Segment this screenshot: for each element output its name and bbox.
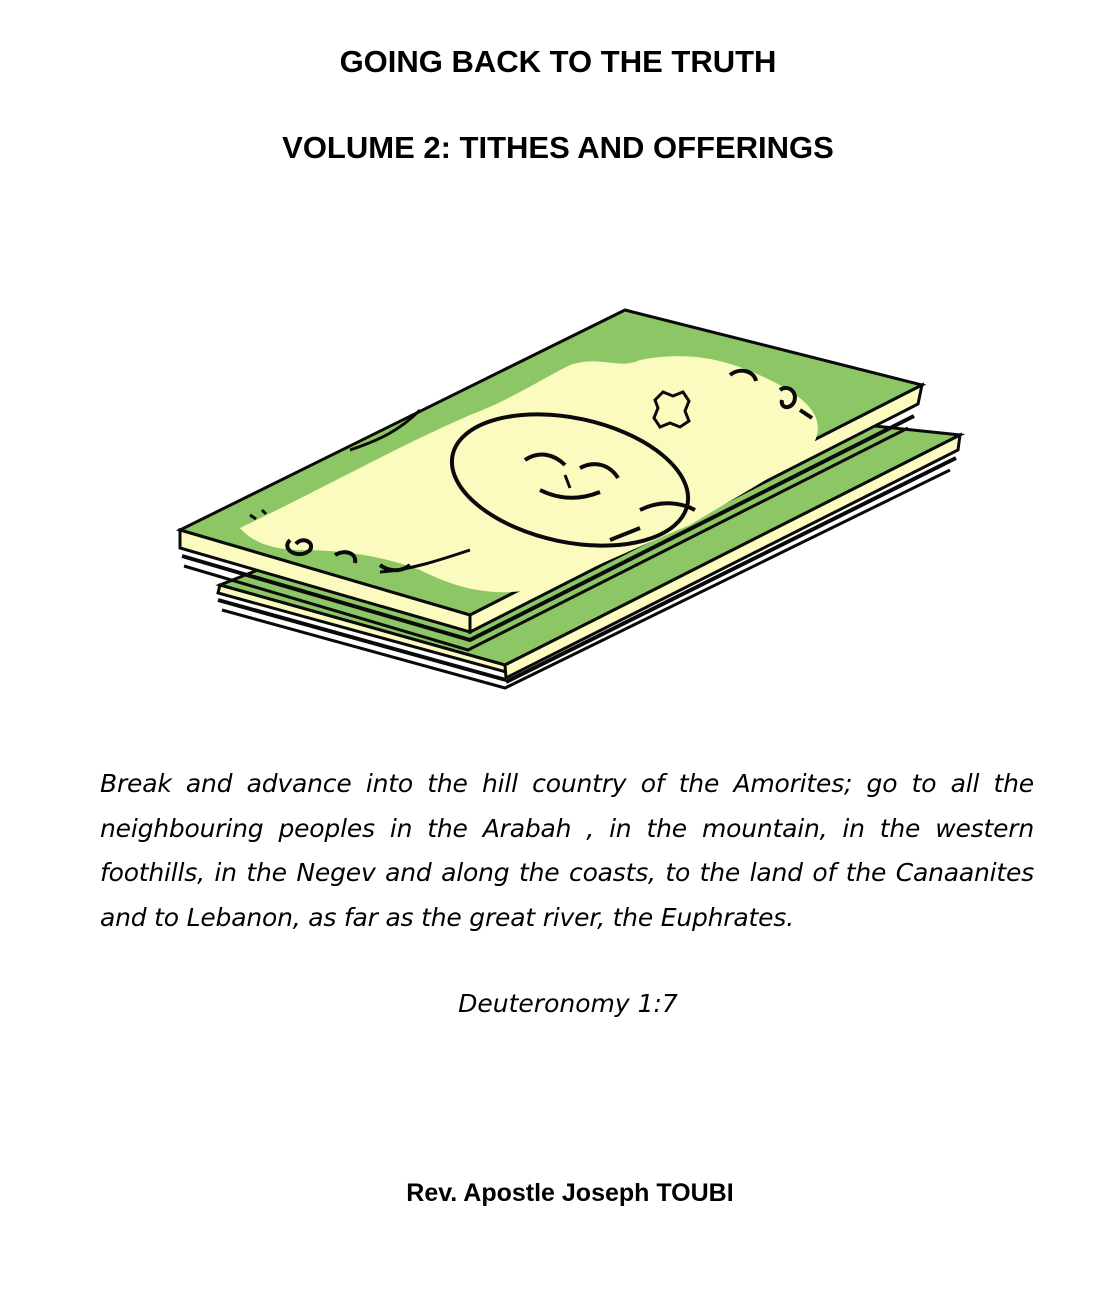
author-name: Rev. Apostle Joseph TOUBI: [406, 1179, 734, 1207]
document-subtitle: VOLUME 2: TITHES AND OFFERINGS: [282, 130, 834, 165]
money-stack-icon: [170, 300, 980, 690]
document-title: GOING BACK TO THE TRUTH: [339, 44, 777, 79]
scripture-reference: Deuteronomy 1:7: [458, 989, 678, 1018]
scripture-quote: Break and advance into the hill country of the Amorites; go to all the neighbouring peoples in the Arabah , in the mountain, in the western foothills, in the Negev and along the coasts, to the land of the Canaanites and to Lebanon, as far as the great river, the Euphrates.: [100, 769, 1034, 932]
